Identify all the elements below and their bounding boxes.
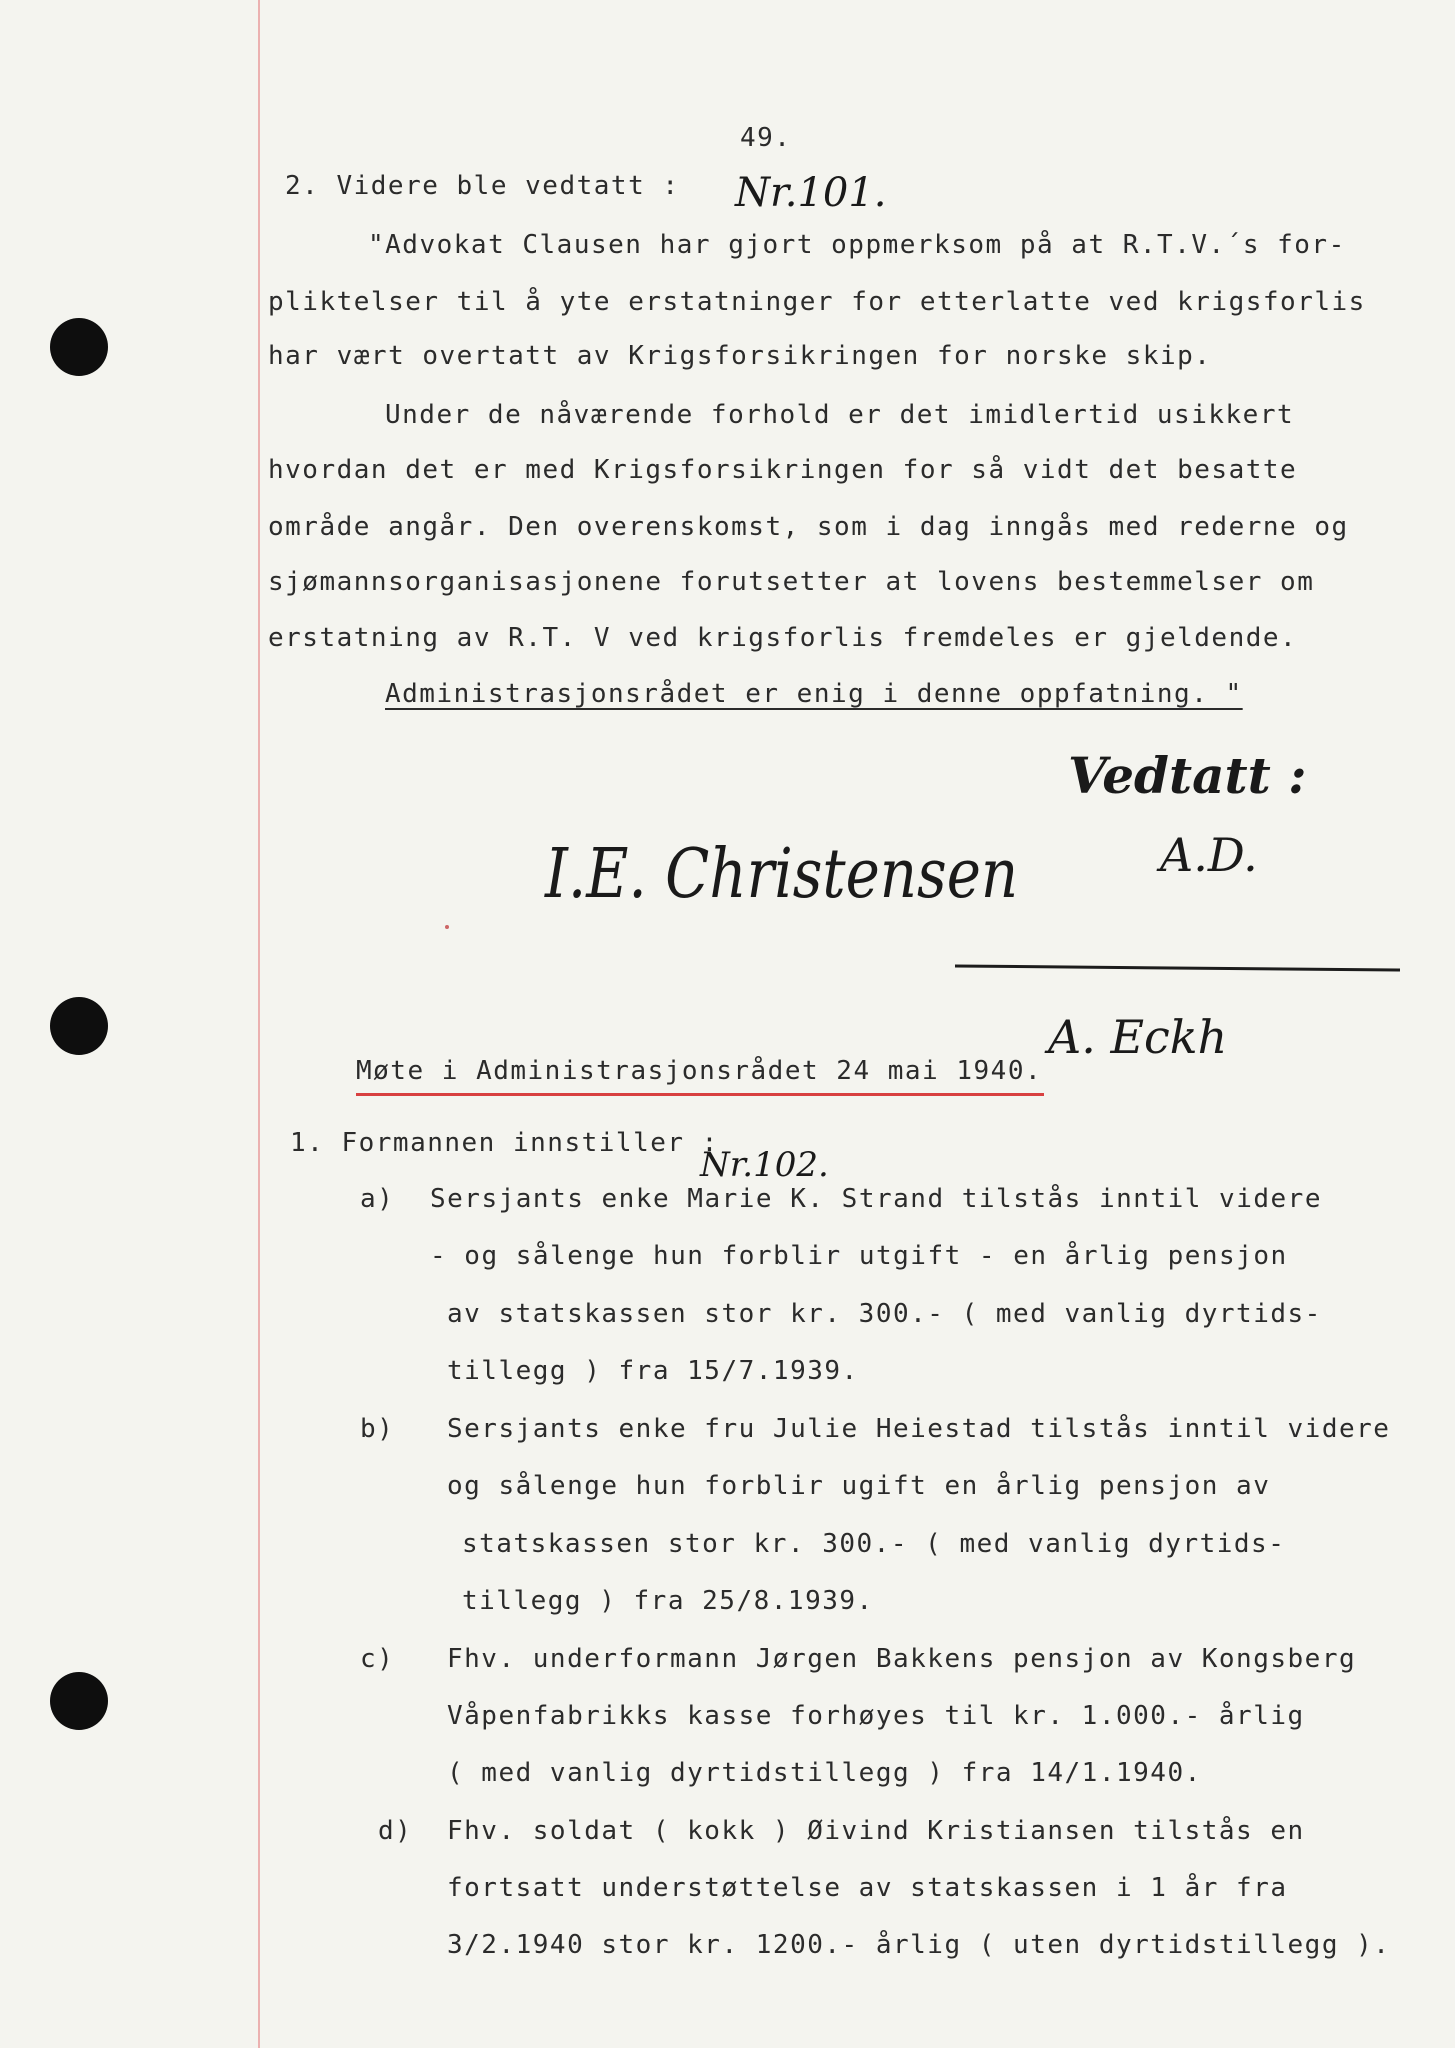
handwritten-vedtatt: Vedtatt : [1068,746,1307,805]
text-line: - og sålenge hun forblir utgift - en årlig pensjon [430,1241,1288,1271]
section2-intro: 2. Videre ble vedtatt : [285,171,680,201]
heading-underline [356,1093,1044,1096]
signature: I.E. Christensen [545,835,1019,914]
item-label: d) [378,1816,413,1846]
text-line: hvordan det er med Krigsforsikringen for så vidt det besatte [268,455,1298,485]
meeting-heading: Møte i Administrasjonsrådet 24 mai 1940. [356,1056,1043,1086]
text-line: fortsatt understøttelse av statskassen i 1 år fra [447,1873,1288,1903]
item-label: b) [360,1414,395,1444]
text-line: har vært overtatt av Krigsforsikringen for norske skip. [268,341,1212,371]
text-line: pliktelser til å yte erstatninger for etterlatte ved krigsforlis [268,287,1366,317]
ink-dot [445,925,449,929]
text-line: "Advokat Clausen har gjort oppmerksom på at R.T.V.´s for- [368,230,1346,260]
text-line: erstatning av R.T. V ved krigsforlis fremdeles er gjeldende. [268,623,1298,653]
handwritten-number: Nr.102. [700,1145,829,1185]
text-line: Fhv. underformann Jørgen Bakkens pensjon av Kongsberg [447,1644,1357,1674]
text-line: område angår. Den overenskomst, som i dag inngås med rederne og [268,512,1349,542]
handwritten-initials: A. Eckh [1048,1010,1228,1064]
handwritten-initials: A.D. [1160,828,1258,882]
handwritten-number: Nr.101. [735,170,887,216]
text-line: og sålenge hun forblir ugift en årlig pensjon av [447,1471,1271,1501]
item-label: c) [360,1644,395,1674]
text-line: Sersjants enke Marie K. Strand tilstås inntil videre [430,1184,1322,1214]
text-line: sjømannsorganisasjonene forutsetter at lovens bestemmelser om [268,567,1315,597]
text-line: ( med vanlig dyrtidstillegg ) fra 14/1.1940. [447,1758,1202,1788]
text-line: Sersjants enke fru Julie Heiestad tilstås inntil videre [447,1414,1391,1444]
text-line: av statskassen stor kr. 300.- ( med vanlig dyrtids- [447,1299,1322,1329]
text-line: tillegg ) fra 15/7.1939. [447,1356,859,1386]
text-line: Under de nåværende forhold er det imidlertid usikkert [385,400,1295,430]
text-line: statskassen stor kr. 300.- ( med vanlig dyrtids- [462,1529,1286,1559]
text-line: Fhv. soldat ( kokk ) Øivind Kristiansen tilstås en [447,1816,1305,1846]
text-line: Våpenfabrikks kasse forhøyes til kr. 1.000.- årlig [447,1701,1305,1731]
item-label: a) [360,1184,395,1214]
signature-line [955,966,1400,970]
underlined-resolution: Administrasjonsrådet er enig i denne oppfatning. " [385,679,1243,709]
item1-intro: 1. Formannen innstiller : [290,1128,719,1158]
text-line: 3/2.1940 stor kr. 1200.- årlig ( uten dyrtidstillegg ). [447,1930,1391,1960]
page-number: 49. [740,123,792,153]
text-line: tillegg ) fra 25/8.1939. [462,1586,874,1616]
